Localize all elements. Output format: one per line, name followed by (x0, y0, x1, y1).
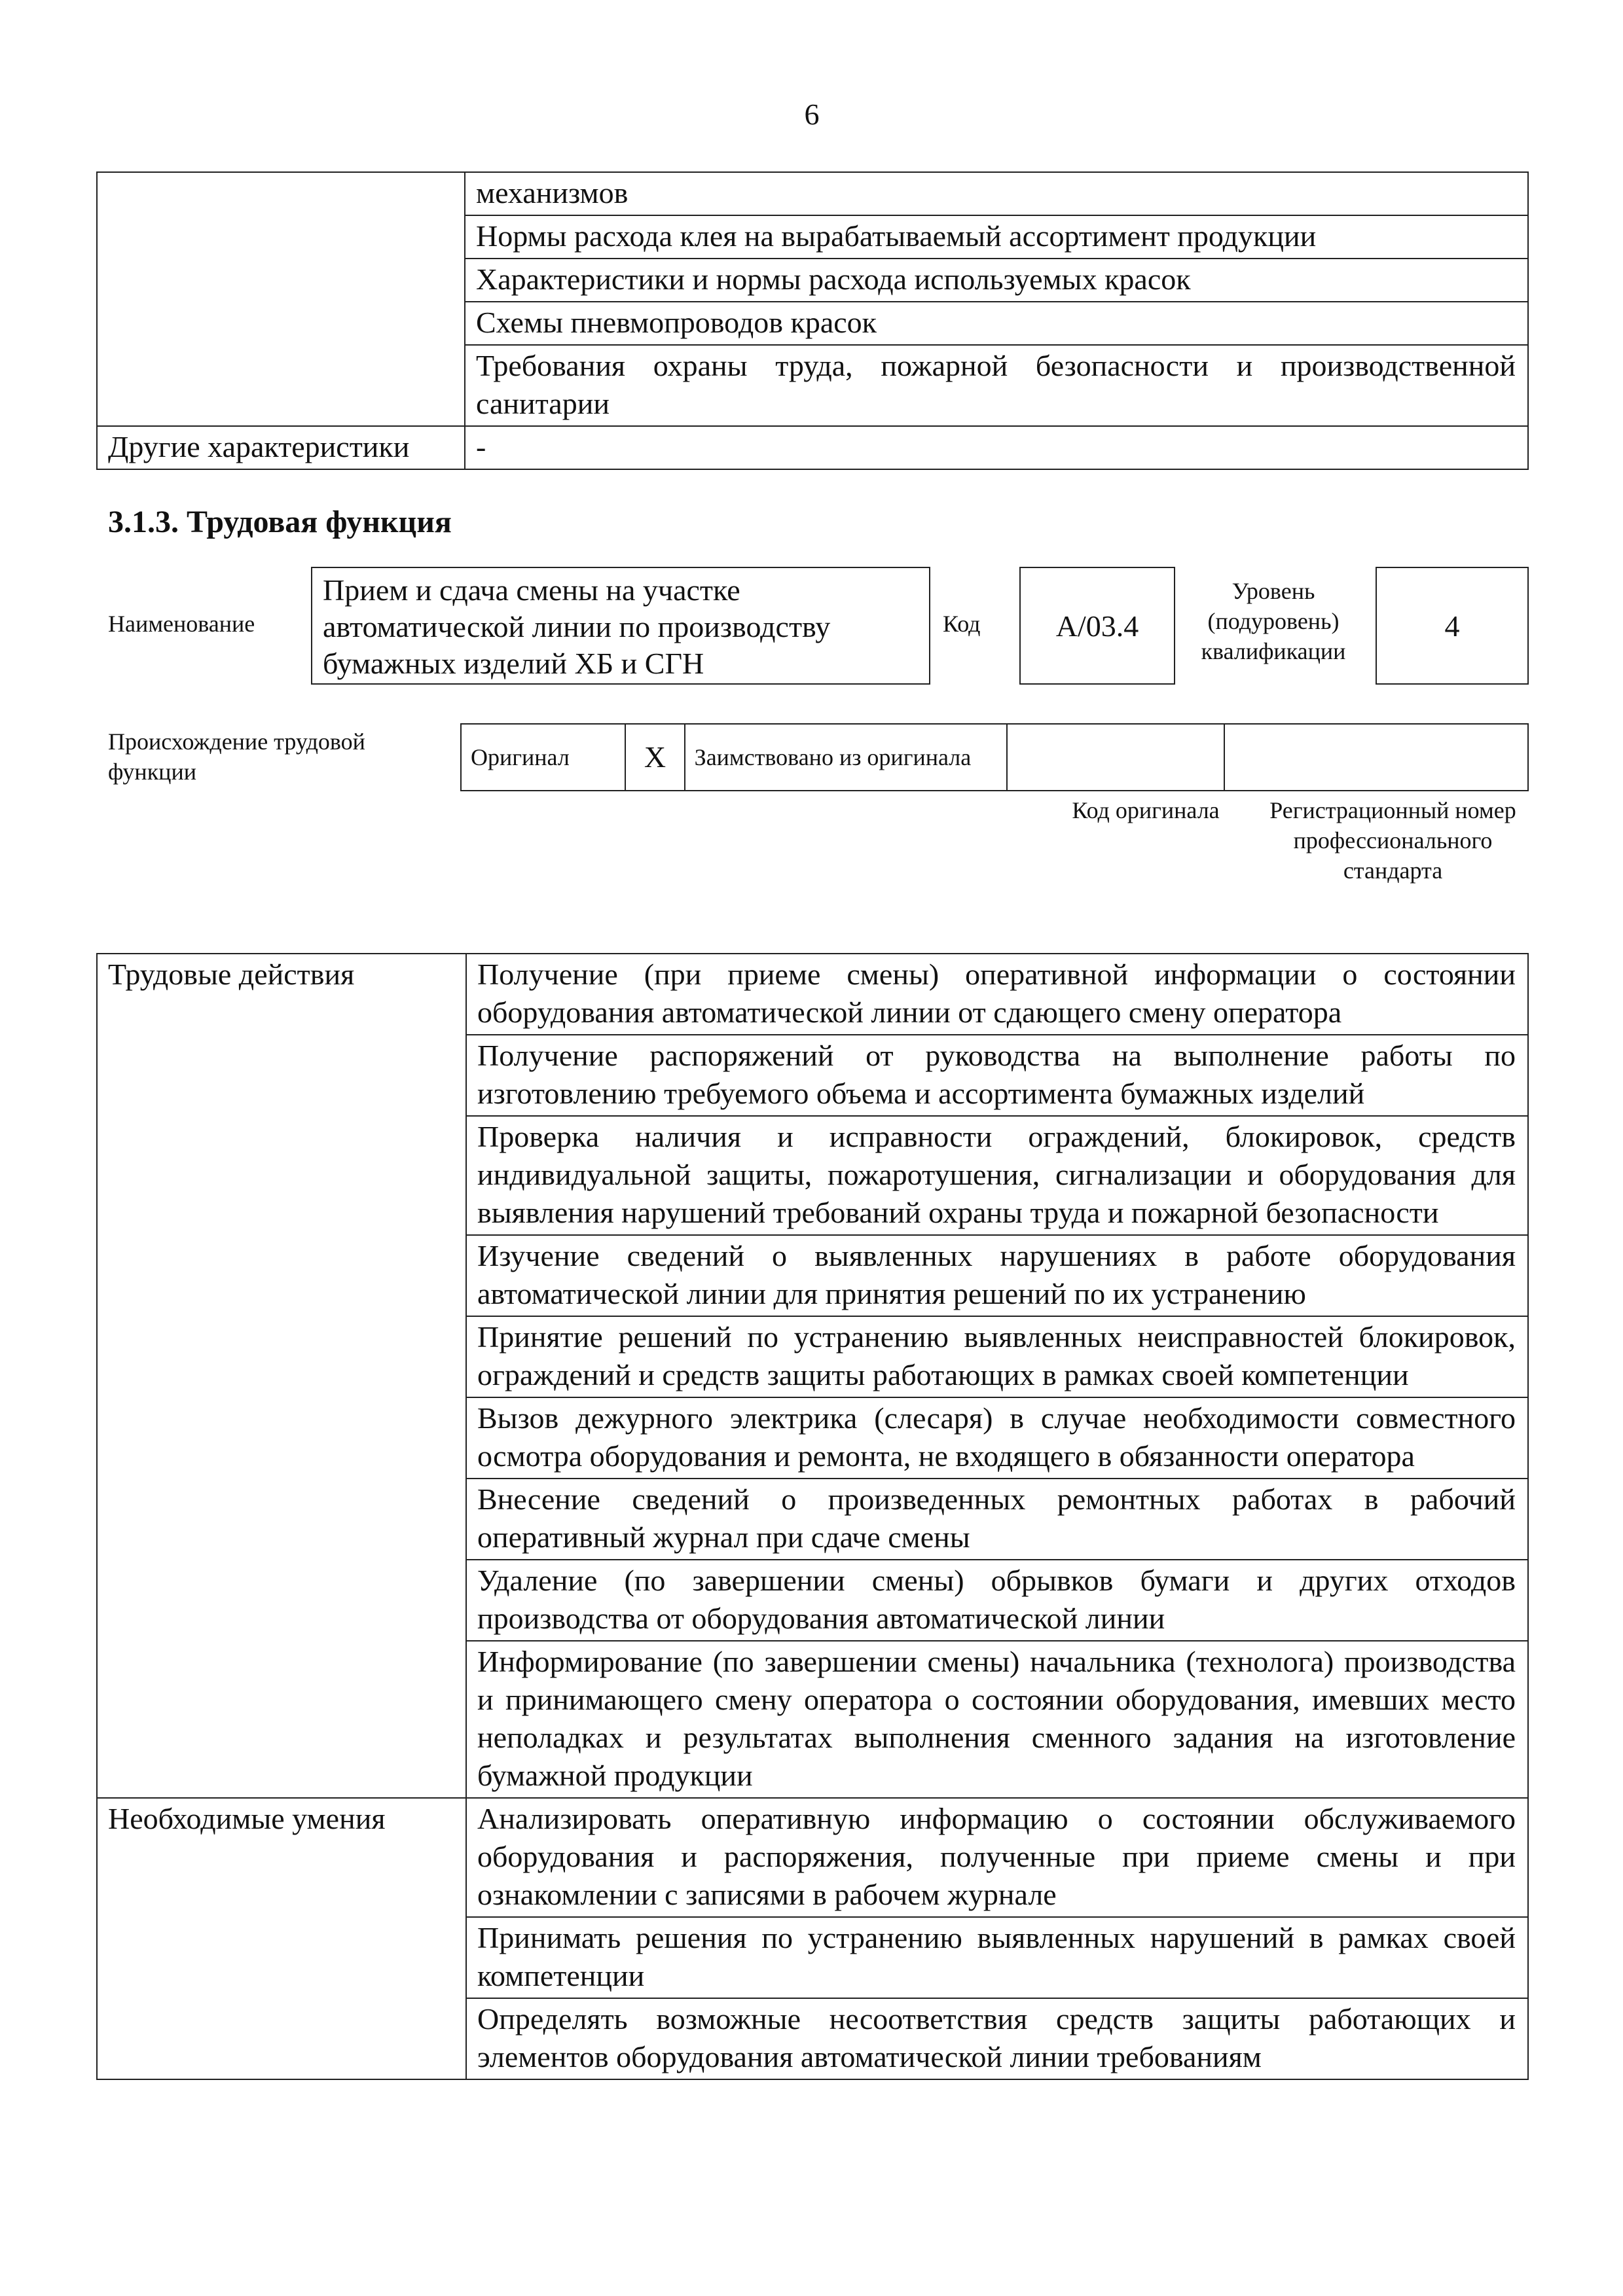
origin-code-cell (1007, 724, 1224, 791)
action-item: Вызов дежурного электрика (слесаря) в случае необходимости совместного осмотра оборудования и ремонта, не входящего в обязанности оператора (466, 1397, 1528, 1479)
other-characteristics-value: - (465, 426, 1528, 469)
actions-label: Трудовые действия (97, 954, 466, 1798)
skill-item: Определять возможные несоответствия средств защиты работающих и элементов оборудования автоматической линии требованиям (466, 1998, 1528, 2079)
function-name-box (311, 567, 930, 685)
other-characteristics-label: Другие характеристики (97, 426, 465, 469)
level-label: Уровень (подуровень) квалификации (1201, 578, 1346, 664)
page-number: 6 (804, 98, 820, 131)
origin-table (460, 723, 1529, 791)
knowledge-item: Схемы пневмопроводов красок (465, 302, 1528, 345)
origin-reg-number-cell (1224, 724, 1528, 791)
original-mark: X (625, 724, 684, 791)
original-label: Оригинал (461, 724, 625, 791)
origin-label: Происхождение трудовой функции (108, 728, 365, 785)
code-box (1019, 567, 1175, 685)
section-title: 3.1.3. Трудовая функция (108, 505, 452, 539)
action-item: Изучение сведений о выявленных нарушениях в работе оборудования автоматической линии для принятия решений по их устранению (466, 1235, 1528, 1316)
name-label: Наименование (108, 611, 255, 637)
skills-label: Необходимые умения (97, 1798, 466, 2079)
code-label: Код (943, 611, 981, 637)
knowledge-table (96, 171, 1529, 470)
action-item: Проверка наличия и исправности ограждений, блокировок, средств индивидуальной защиты, пожаротушения, сигнализации и оборудования для выявления нарушений требований охраны труда и пожарной безопасности (466, 1116, 1528, 1235)
knowledge-item: Нормы расхода клея на вырабатываемый ассортимент продукции (465, 215, 1528, 259)
knowledge-item: Характеристики и нормы расхода используемых красок (465, 259, 1528, 302)
knowledge-label-cell (97, 172, 465, 426)
knowledge-item: механизмов (465, 172, 1528, 215)
skill-item: Принимать решения по устранению выявленных нарушений в рамках своей компетенции (466, 1917, 1528, 1998)
action-item: Принятие решений по устранению выявленных неисправностей блокировок, ограждений и средств защиты работающих в рамках своей компетенции (466, 1316, 1528, 1397)
action-item: Получение (при приеме смены) оперативной информации о состоянии оборудования автоматической линии от сдающего смену оператора (466, 954, 1528, 1035)
code-value: А/03.4 (1055, 609, 1139, 643)
action-item: Получение распоряжений от руководства на выполнение работы по изготовлению требуемого объема и ассортимента бумажных изделий (466, 1035, 1528, 1116)
action-item: Информирование (по завершении смены) начальника (технолога) производства и принимающего смену оператора о состоянии оборудования, имевших место неполадках и результатах выполнения сменного задания на изготовление бумажной продукции (466, 1641, 1528, 1798)
borrowed-label: Заимствовано из оригинала (685, 724, 1007, 791)
action-item: Удаление (по завершении смены) обрывков бумаги и других отходов производства от оборудования автоматической линии (466, 1560, 1528, 1641)
level-box (1376, 567, 1529, 685)
function-name-value: Прием и сдача смены на участке автоматической линии по производству бумажных изделий ХБ и СГН (323, 573, 831, 680)
skill-item: Анализировать оперативную информацию о состоянии обслуживаемого оборудования и распоряжения, полученные при приеме смены и при ознакомлении с записями в рабочем журнале (466, 1798, 1528, 1917)
knowledge-item: Требования охраны труда, пожарной безопасности и производственной санитарии (465, 345, 1528, 426)
action-item: Внесение сведений о произведенных ремонтных работах в рабочий оперативный журнал при сдаче смены (466, 1479, 1528, 1560)
labor-function-table (96, 953, 1529, 2080)
origin-code-caption: Код оригинала (1072, 797, 1220, 823)
level-value: 4 (1444, 609, 1460, 643)
reg-number-caption: Регистрационный номер профессионального стандарта (1269, 797, 1516, 884)
